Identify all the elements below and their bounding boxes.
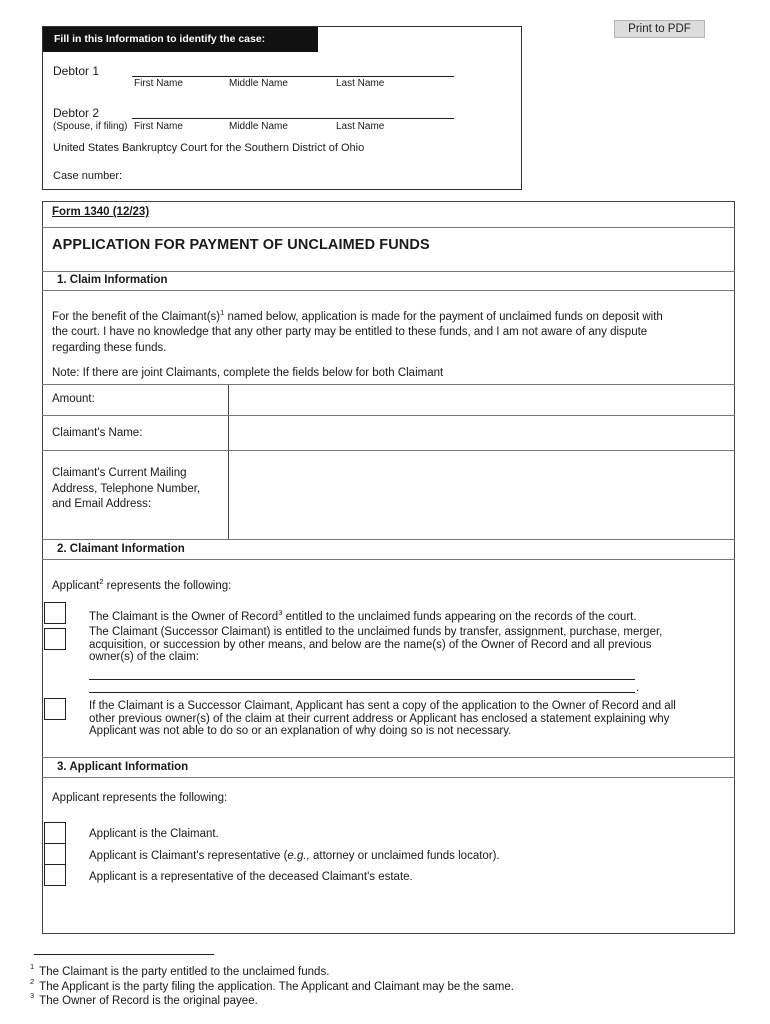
applicant-is-claimant-checkbox[interactable] (44, 822, 66, 844)
claimant-name-label: Claimant's Name: (52, 427, 143, 439)
debtor2-name-field[interactable] (132, 118, 454, 119)
divider (42, 539, 735, 540)
form-title: APPLICATION FOR PAYMENT OF UNCLAIMED FUNDS (52, 237, 430, 253)
debtor1-label: Debtor 1 (53, 64, 100, 78)
divider (42, 559, 735, 560)
claimant-address-label: Claimant's Current Mailing Address, Telephone Number, and Email Address: (52, 467, 201, 510)
divider (42, 777, 735, 778)
divider (42, 271, 735, 272)
print-to-pdf-button[interactable]: Print to PDF (614, 20, 705, 38)
case-number-label: Case number: (53, 170, 123, 182)
debtor1-last-name-caption: Last Name (336, 78, 385, 89)
section3-heading: 3. Applicant Information (57, 761, 189, 773)
debtor1-middle-name-caption: Middle Name (229, 78, 288, 89)
case-info-header: Fill in this Information to identify the case: (43, 27, 318, 52)
debtor2-spouse-note: (Spouse, if filing) (53, 121, 128, 132)
section2-intro: Applicant$^2$ represents the following: (52, 577, 232, 592)
debtor1-name-field[interactable] (132, 76, 454, 77)
amount-field[interactable] (229, 385, 734, 415)
footnote-1: $^1$ The Claimant is the party entitled to the unclaimed funds. (30, 962, 330, 978)
successor-claimant-checkbox[interactable] (44, 628, 66, 650)
footnote-2: $^2$ The Applicant is the party filing the application. The Applicant and Claimant may be the same. (30, 977, 514, 993)
joint-claimants-note: Note: If there are joint Claimants, complete the fields below for both Claimant (52, 367, 444, 379)
previous-owner-line-1[interactable] (89, 679, 635, 680)
successor-claimant-option-text: The Claimant (Successor Claimant) is entitled to the unclaimed funds by transfer, assignment, purchase, merger, acquisition, or succession by other means, and below are the name(s) of the Owner of Record and all previous owner(s) of the claim: (89, 626, 663, 663)
applicant-representative-text: Applicant is Claimant's representative (e.g., attorney or unclaimed funds locator). (89, 850, 500, 862)
debtor1-first-name-caption: First Name (134, 78, 183, 89)
section1-heading: 1. Claim Information (57, 274, 168, 286)
divider (42, 290, 735, 291)
claimant-address-field[interactable] (229, 451, 734, 539)
successor-notice-option-text: If the Claimant is a Successor Claimant, Applicant has sent a copy of the application to the Owner of Record and all other previous owner(s) of the claim at their current address or Applicant has enclosed a statement explaining why Applicant was not able to do so or an explanation of why doing so is not necessary. (89, 700, 676, 737)
applicant-representative-checkbox[interactable] (44, 843, 66, 865)
section3-intro: Applicant represents the following: (52, 792, 228, 804)
footnote-3: $^3$ The Owner of Record is the original payee. (30, 991, 258, 1007)
claimant-name-field[interactable] (229, 416, 734, 450)
owner-of-record-option-text: The Claimant is the Owner of Record$^3$ entitled to the unclaimed funds appearing on the records of the court. (89, 608, 637, 623)
debtor2-middle-name-caption: Middle Name (229, 121, 288, 132)
applicant-is-claimant-text: Applicant is the Claimant. (89, 828, 219, 840)
section1-paragraph: For the benefit of the $Claimant(s)^1$ named below, application is made for the payment of unclaimed funds on deposit with the court. I have no knowledge that any other party may be entitled to these funds, and I am not aware of any dispute regarding these funds. (52, 308, 663, 354)
owner-of-record-checkbox[interactable] (44, 602, 66, 624)
form-number: Form 1340 (12/23) (52, 206, 150, 218)
footnote-separator (34, 954, 214, 955)
estate-representative-text: Applicant is a representative of the deceased Claimant's estate. (89, 871, 413, 883)
debtor2-last-name-caption: Last Name (336, 121, 385, 132)
debtor2-first-name-caption: First Name (134, 121, 183, 132)
amount-label: Amount: (52, 393, 95, 405)
court-name: United States Bankruptcy Court for the Southern District of Ohio (53, 142, 365, 154)
case-number-field[interactable] (128, 166, 328, 184)
previous-owner-line-2[interactable] (89, 692, 635, 693)
successor-notice-checkbox[interactable] (44, 698, 66, 720)
section2-heading: 2. Claimant Information (57, 543, 185, 555)
divider (42, 227, 735, 228)
owner-list-period: . (636, 682, 640, 694)
estate-representative-checkbox[interactable] (44, 864, 66, 886)
divider (42, 757, 735, 758)
debtor2-label: Debtor 2 (53, 106, 100, 120)
